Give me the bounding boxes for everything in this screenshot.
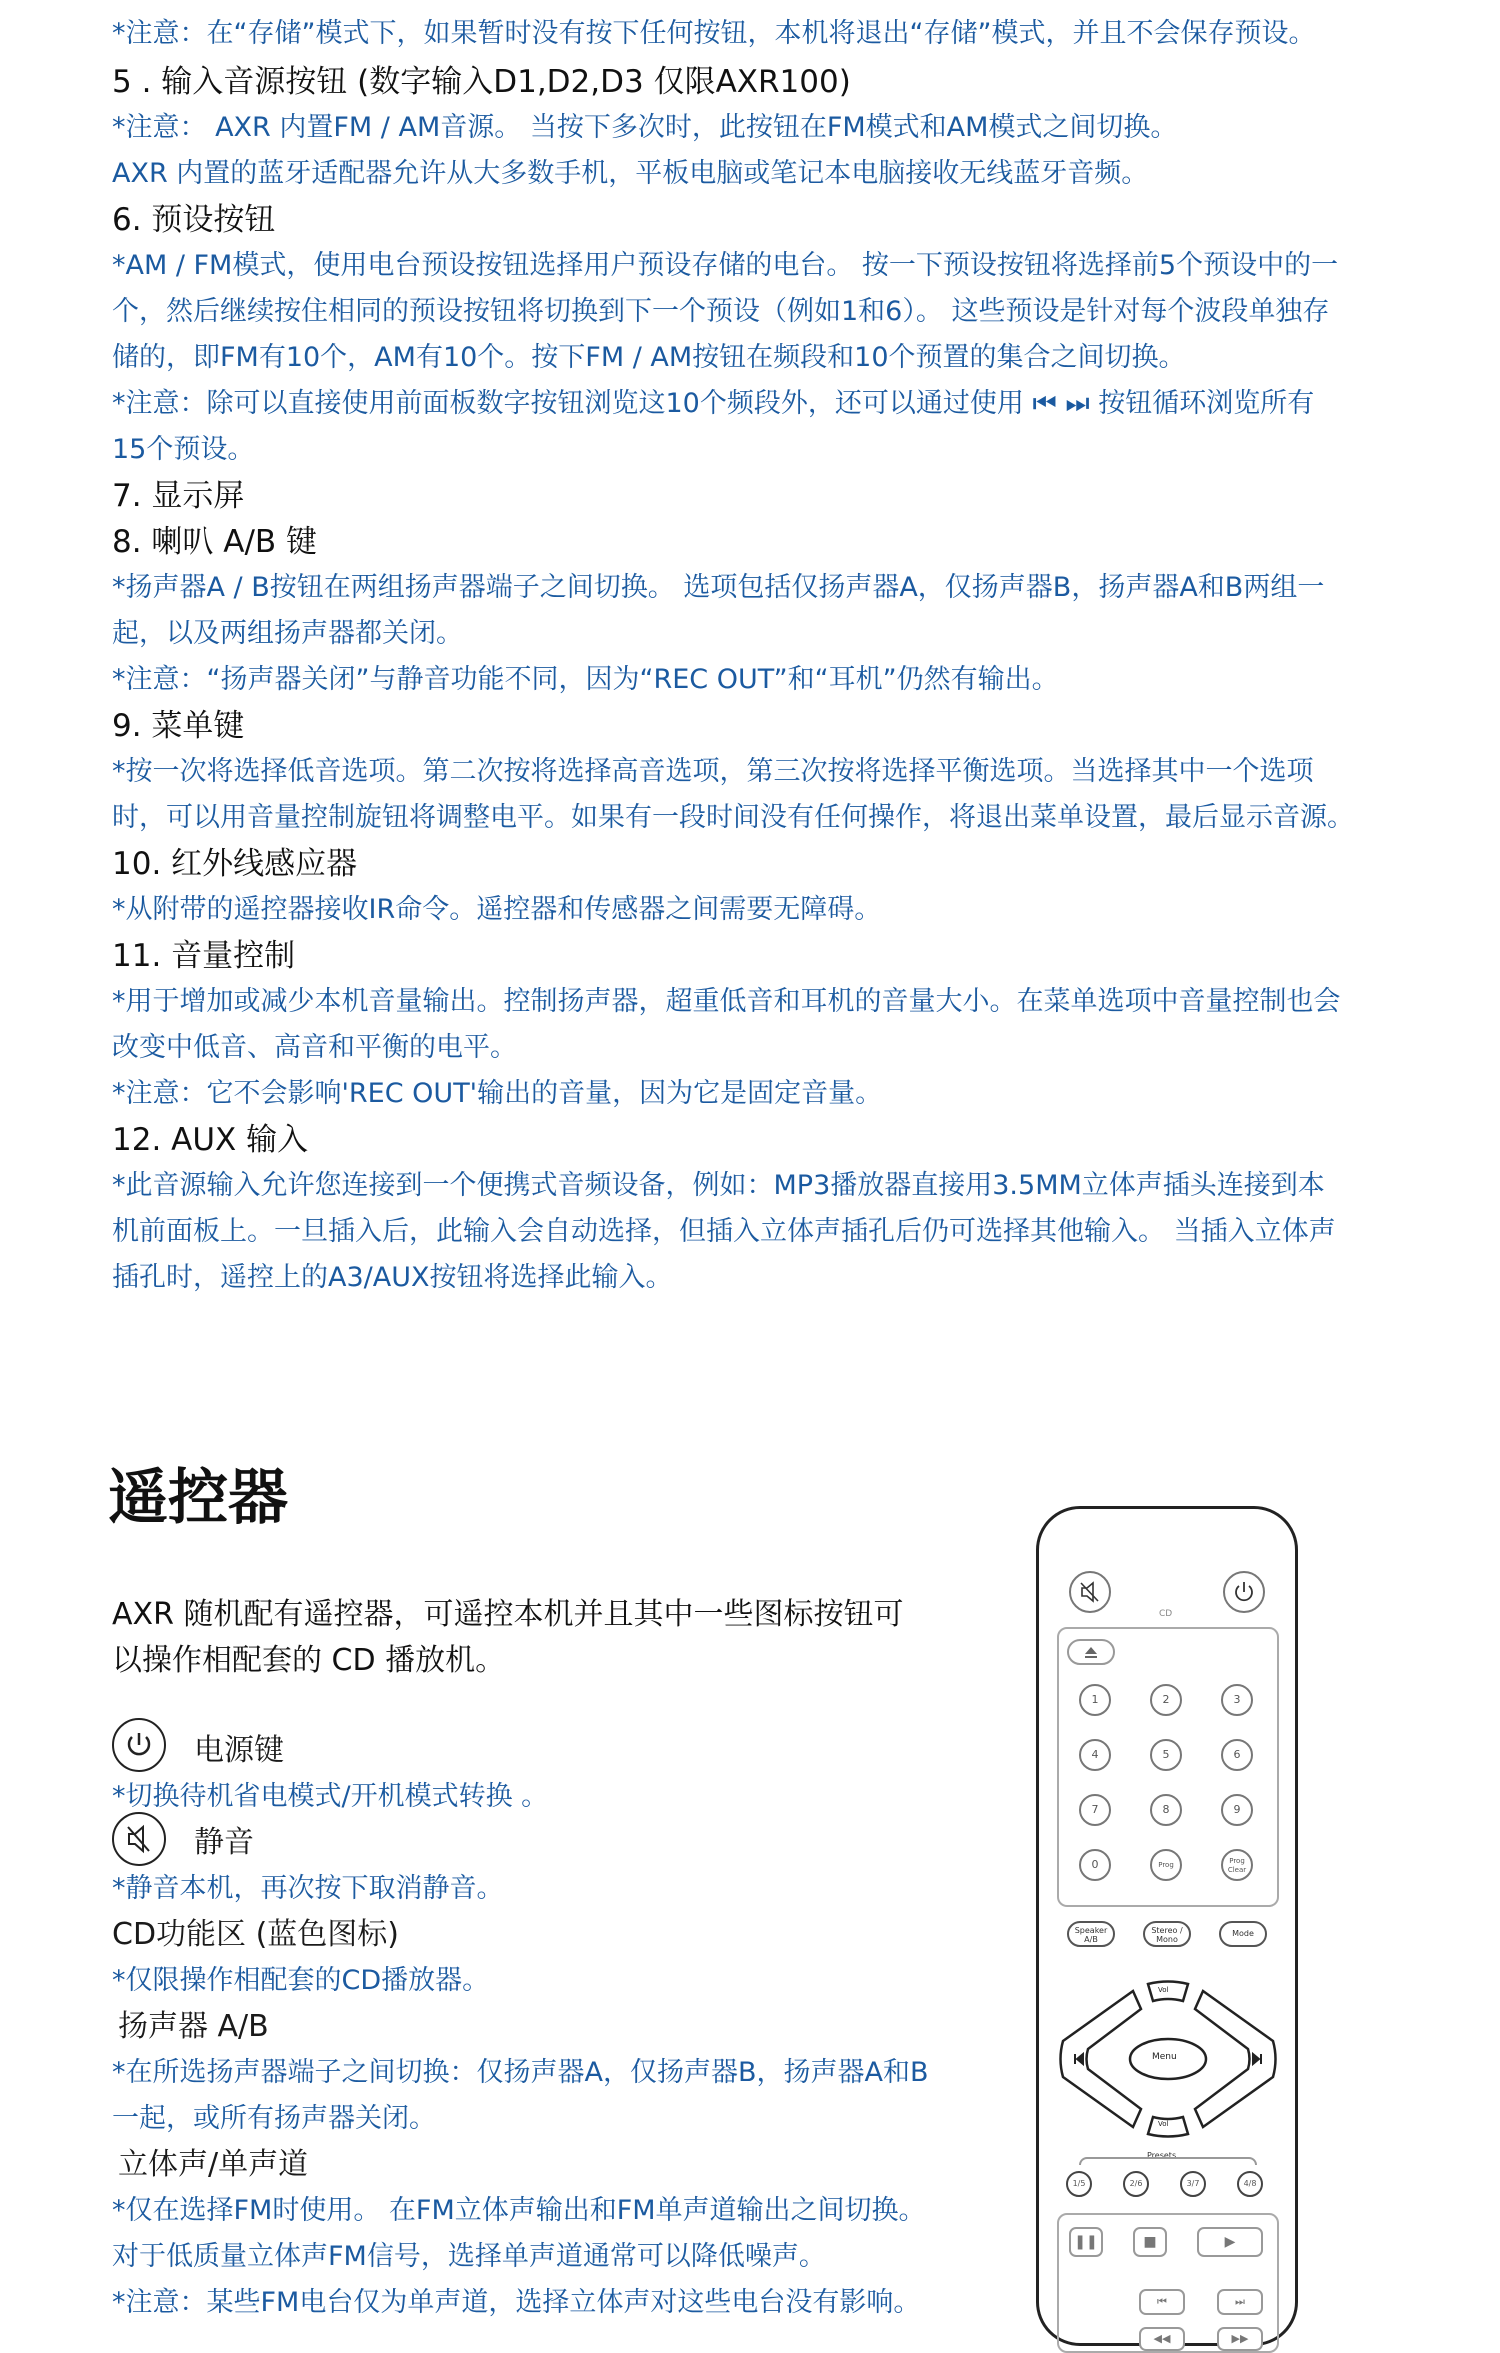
- item-5-note: *注意： AXR 内置FM / AM音源。 当按下多次时，此按钮在FM模式和AM模式之间切换。: [112, 112, 1178, 143]
- item-12-note: *此音源输入允许您连接到一个便携式音频设备，例如：MP3播放器直接用3.5MM立体声插头连接到本: [112, 1170, 1325, 1201]
- remote-digit-button: 1: [1079, 1684, 1111, 1716]
- cd-desc: *仅限操作相配套的CD播放器。: [112, 1965, 490, 1996]
- item-9-note: *按一次将选择低音选项。第二次按将选择高音选项，第三次按将选择平衡选项。当选择其中一个选项: [112, 756, 1314, 787]
- remote-power-icon: [1223, 1571, 1265, 1613]
- remote-forward-icon: ▶▶: [1217, 2327, 1263, 2351]
- remote-prog-clear-button: Prog Clear: [1221, 1849, 1253, 1881]
- mute-icon: [112, 1812, 166, 1866]
- remote-preset-button: 2/6: [1123, 2171, 1149, 2197]
- item-6-title: 6. 预设按钮: [112, 202, 276, 238]
- item-5-note: AXR 内置的蓝牙适配器允许从大多数手机，平板电脑或笔记本电脑接收无线蓝牙音频。: [112, 158, 1149, 189]
- item-10-title: 10. 红外线感应器: [112, 846, 358, 882]
- remote-intro: AXR 随机配有遥控器，可遥控本机并且其中一些图标按钮可: [112, 1597, 904, 1632]
- remote-eject-icon: [1067, 1639, 1115, 1665]
- speaker-ab-label: 扬声器 A/B: [118, 2009, 269, 2044]
- remote-vol-down-label: Vol: [1158, 2120, 1169, 2128]
- item-9-note: 时，可以用音量控制旋钮将调整电平。如果有一段时间没有任何操作，将退出菜单设置，最后显示音源。: [112, 802, 1354, 833]
- power-icon: [112, 1718, 166, 1772]
- remote-cd-label: CD: [1159, 1609, 1173, 1619]
- speaker-ab-desc: *在所选扬声器端子之间切换：仅扬声器A，仅扬声器B，扬声器A和B: [112, 2057, 929, 2088]
- item-12-note: 插孔时，遥控上的A3/AUX按钮将选择此输入。: [112, 1262, 673, 1293]
- remote-vol-up-label: Vol: [1158, 1986, 1169, 1994]
- item-6-note: 个，然后继续按住相同的预设按钮将切换到下一个预设（例如1和6）。 这些预设是针对每个波段单独存: [112, 296, 1330, 327]
- remote-preset-button: 1/5: [1066, 2171, 1092, 2197]
- item-11-note: 改变中低音、高音和平衡的电平。: [112, 1032, 517, 1063]
- speaker-ab-desc: 一起，或所有扬声器关闭。: [112, 2103, 436, 2134]
- remote-stop-icon: ■: [1133, 2227, 1167, 2257]
- remote-digit-button: 9: [1221, 1794, 1253, 1826]
- item-8-note: 起，以及两组扬声器都关闭。: [112, 618, 463, 649]
- item-6-note: *AM / FM模式，使用电台预设按钮选择用户预设存储的电台。 按一下预设按钮将选择前5个预设中的一: [112, 250, 1339, 281]
- remote-stereo-mono-button: Stereo / Mono: [1143, 1921, 1191, 1947]
- remote-digit-button: 2: [1150, 1684, 1182, 1716]
- item-11-note: *用于增加或减少本机音量输出。控制扬声器，超重低音和耳机的音量大小。在菜单选项中音量控制也会: [112, 986, 1341, 1017]
- remote-presets-label: Presets: [1147, 2151, 1177, 2160]
- remote-next-icon: ⏭: [1217, 2289, 1263, 2315]
- remote-preset-button: 4/8: [1237, 2171, 1263, 2197]
- item-8-note: *注意：“扬声器关闭”与静音功能不同，因为“REC OUT”和“耳机”仍然有输出。: [112, 664, 1059, 695]
- remote-intro: 以操作相配套的 CD 播放机。: [112, 1643, 506, 1678]
- item-6-note: 储的，即FM有10个，AM有10个。按下FM / AM按钮在频段和10个预置的集合之间切换。: [112, 342, 1186, 373]
- remote-presets-bracket: [1079, 2157, 1257, 2165]
- remote-digit-button: 7: [1079, 1794, 1111, 1826]
- item-6-note: 15个预设。: [112, 434, 255, 465]
- stereo-mono-desc: *仅在选择FM时使用。 在FM立体声输出和FM单声道输出之间切换。: [112, 2195, 926, 2226]
- remote-preset-button: 3/7: [1180, 2171, 1206, 2197]
- item-7-title: 7. 显示屏: [112, 478, 245, 514]
- remote-section-title: 遥控器: [108, 1463, 288, 1533]
- item-12-title: 12. AUX 输入: [112, 1122, 309, 1158]
- remote-digit-button: 4: [1079, 1739, 1111, 1771]
- storage-note: *注意：在“存储”模式下，如果暂时没有按下任何按钮，本机将退出“存储”模式，并且不会保存预设。: [112, 18, 1316, 49]
- stereo-mono-desc: 对于低质量立体声FM信号，选择单声道通常可以降低噪声。: [112, 2241, 826, 2272]
- mute-desc: *静音本机，再次按下取消静音。: [112, 1873, 504, 1904]
- remote-play-icon: ▶: [1197, 2227, 1263, 2257]
- remote-speaker-ab-button: Speaker A/B: [1067, 1921, 1115, 1947]
- power-label: 电源键: [194, 1733, 284, 1768]
- item-10-note: *从附带的遥控器接收IR命令。遥控器和传感器之间需要无障碍。: [112, 894, 882, 925]
- remote-menu-label: Menu: [1152, 2052, 1177, 2062]
- remote-control-illustration: [1036, 1506, 1298, 2346]
- remote-mute-icon: [1069, 1571, 1111, 1613]
- item-11-title: 11. 音量控制: [112, 938, 296, 974]
- remote-prev-icon: ⏮: [1139, 2289, 1185, 2315]
- remote-digit-button: 3: [1221, 1684, 1253, 1716]
- remote-digit-button: 5: [1150, 1739, 1182, 1771]
- item-5-title: 5 . 输入音源按钮 (数字输入D1,D2,D3 仅限AXR100): [112, 64, 851, 100]
- item-12-note: 机前面板上。一旦插入后，此输入会自动选择，但插入立体声插孔后仍可选择其他输入。 当插入立体声: [112, 1216, 1336, 1247]
- remote-pause-icon: ❚❚: [1069, 2227, 1103, 2257]
- remote-rewind-icon: ◀◀: [1139, 2327, 1185, 2351]
- remote-prog-button: Prog: [1150, 1849, 1182, 1881]
- item-8-title: 8. 喇叭 A/B 键: [112, 524, 318, 560]
- remote-mode-button: Mode: [1219, 1921, 1267, 1947]
- cd-label: CD功能区 (蓝色图标): [112, 1917, 399, 1952]
- remote-digit-button: 6: [1221, 1739, 1253, 1771]
- item-8-note: *扬声器A / B按钮在两组扬声器端子之间切换。 选项包括仅扬声器A，仅扬声器B，扬声器A和B两组一: [112, 572, 1325, 603]
- stereo-mono-desc: *注意：某些FM电台仅为单声道，选择立体声对这些电台没有影响。: [112, 2287, 921, 2318]
- item-6-note: *注意：除可以直接使用前面板数字按钮浏览这10个频段外，还可以通过使用 ⏮ ⏭ 按钮循环浏览所有: [112, 388, 1315, 419]
- power-desc: *切换待机省电模式/开机模式转换 。: [112, 1781, 549, 1812]
- stereo-mono-label: 立体声/单声道: [118, 2147, 309, 2182]
- item-9-title: 9. 菜单键: [112, 708, 245, 744]
- mute-label: 静音: [194, 1825, 254, 1860]
- remote-digit-button: 0: [1079, 1849, 1111, 1881]
- remote-digit-button: 8: [1150, 1794, 1182, 1826]
- item-11-note: *注意：它不会影响'REC OUT'输出的音量，因为它是固定音量。: [112, 1078, 883, 1109]
